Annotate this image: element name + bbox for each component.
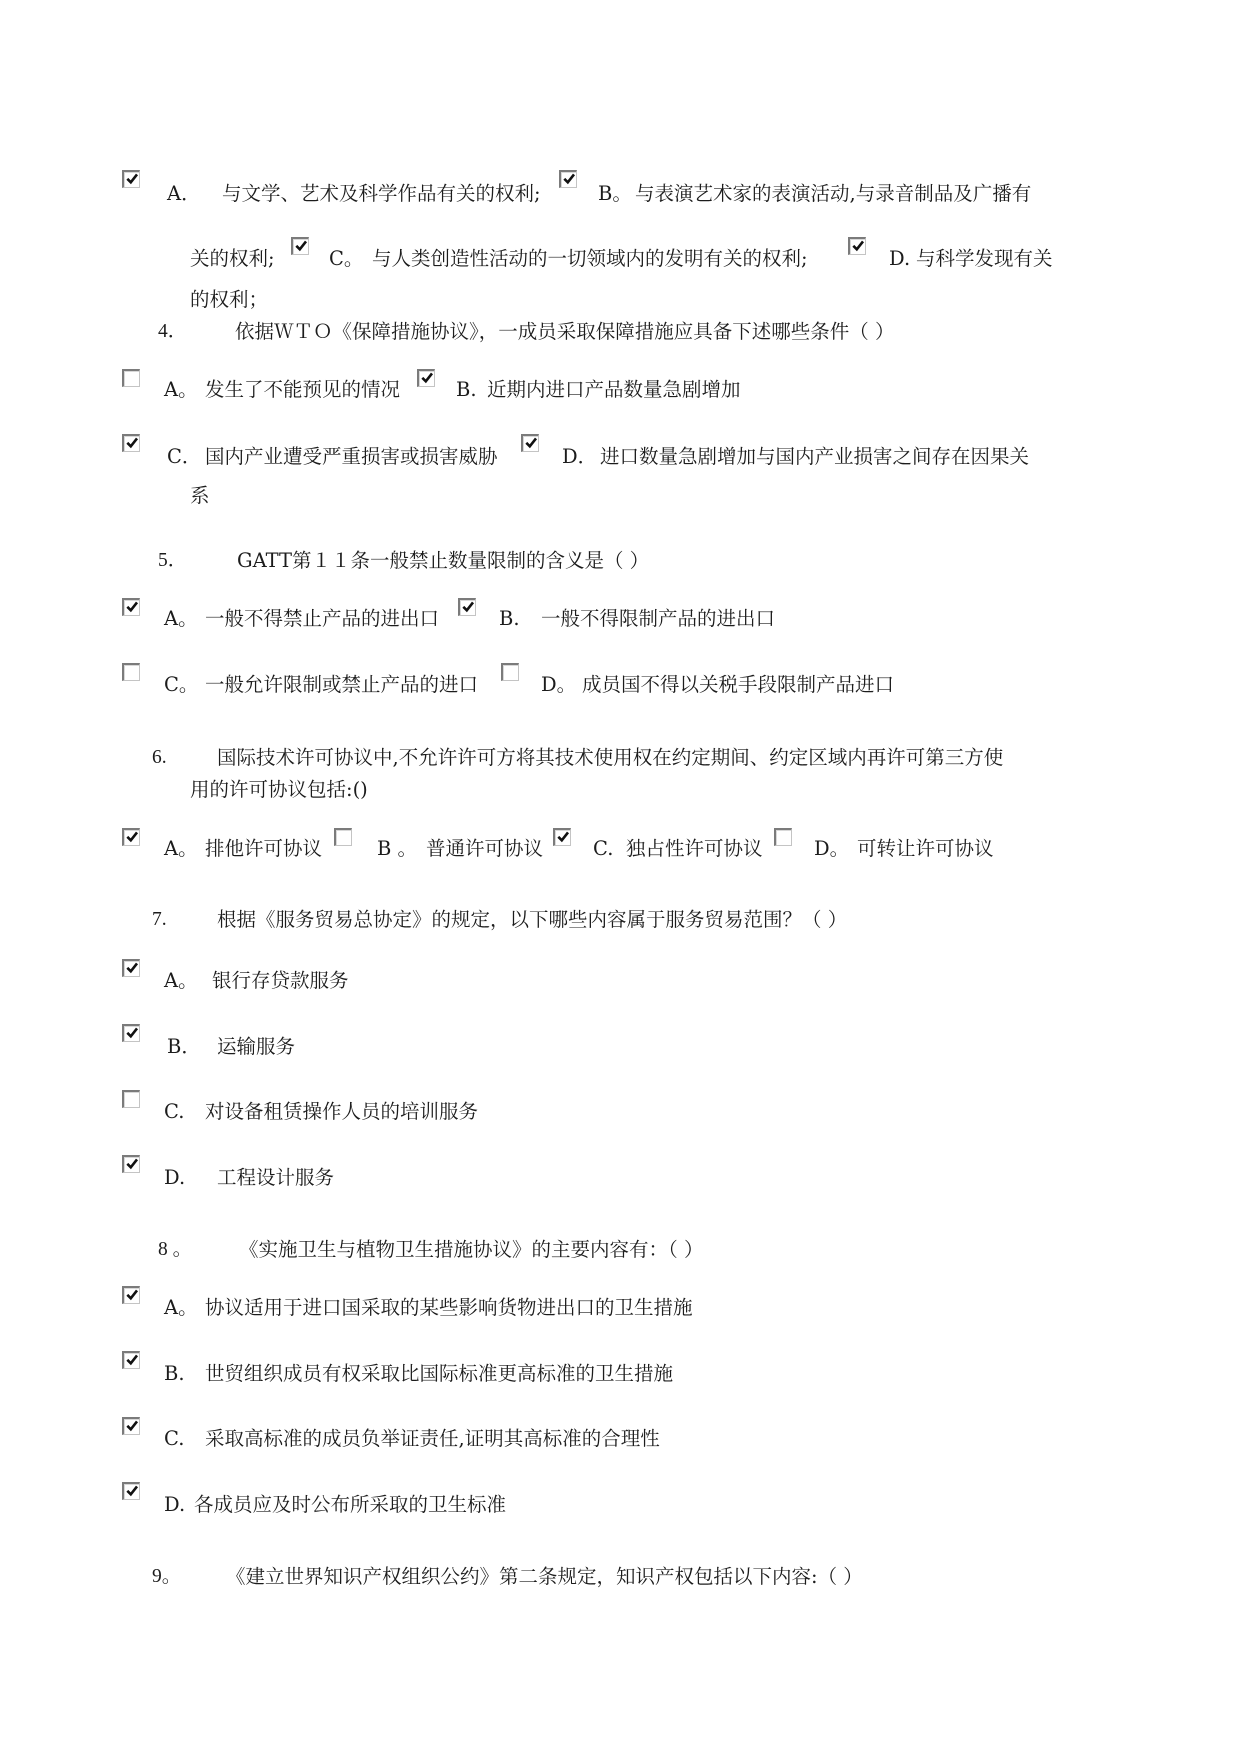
checkmark-icon xyxy=(125,1419,139,1433)
checkbox-q7-a[interactable] xyxy=(122,959,140,977)
question-number: 6. xyxy=(152,747,167,768)
question-text: 国际技术许可协议中,不允许许可方将其技术使用权在约定期间、约定区域内再许可第三方使 xyxy=(217,746,1004,769)
question-number: 4． xyxy=(158,321,188,342)
option-label: D. xyxy=(164,1493,186,1516)
checkbox-q6-d[interactable] xyxy=(774,828,792,846)
question-text: 《建立世界知识产权组织公约》第二条规定，知识产权包括以下内容:（ ） xyxy=(226,1565,863,1588)
checkmark-icon xyxy=(556,830,570,844)
checkbox-q8-a[interactable] xyxy=(122,1286,140,1304)
checkbox-partial-a[interactable] xyxy=(122,170,140,188)
checkbox-q7-b[interactable] xyxy=(122,1024,140,1042)
checkmark-icon xyxy=(420,371,434,385)
option-text: 与文学、艺术及科学作品有关的权利; xyxy=(222,182,541,205)
option-text: 近期内进口产品数量急剧增加 xyxy=(487,378,741,401)
option-text: 运输服务 xyxy=(217,1035,296,1058)
question-number: 9。 xyxy=(152,1566,182,1587)
option-text: 一般允许限制或禁止产品的进口 xyxy=(205,673,479,696)
option-label: C. xyxy=(164,1100,185,1123)
option-text: 银行存贷款服务 xyxy=(212,969,349,992)
checkbox-q6-a[interactable] xyxy=(122,828,140,846)
checkbox-partial-b[interactable] xyxy=(559,170,577,188)
option-text: 采取高标准的成员负举证责任,证明其高标准的合理性 xyxy=(205,1427,660,1450)
question-text: 《实施卫生与植物卫生措施协议》的主要内容有：（ ） xyxy=(239,1238,704,1261)
checkmark-icon xyxy=(125,1353,139,1367)
option-text: 与表演艺术家的表演活动,与录音制品及广播有 xyxy=(635,182,1032,205)
option-text: 世贸组织成员有权采取比国际标准更高标准的卫生措施 xyxy=(205,1362,674,1385)
option-text: 独占性许可协议 xyxy=(626,837,763,860)
checkbox-q5-b[interactable] xyxy=(458,598,476,616)
checkmark-icon xyxy=(125,1157,139,1171)
checkmark-icon xyxy=(125,830,139,844)
checkmark-icon xyxy=(125,1288,139,1302)
checkbox-q6-c[interactable] xyxy=(553,828,571,846)
option-label: C. xyxy=(593,837,614,860)
checkmark-icon xyxy=(125,436,139,450)
option-text: 一般不得禁止产品的进出口 xyxy=(205,607,440,630)
checkbox-q4-d[interactable] xyxy=(521,434,539,452)
checkmark-icon xyxy=(294,239,308,253)
option-label: D. xyxy=(164,1166,186,1189)
option-text-continuation: 关的权利; xyxy=(190,247,275,270)
option-label: C。 xyxy=(329,247,364,270)
option-label: D。 xyxy=(541,673,577,696)
option-text: 排他许可协议 xyxy=(205,837,323,860)
checkbox-q8-d[interactable] xyxy=(122,1482,140,1500)
option-label: A。 xyxy=(164,607,198,630)
checkbox-q5-a[interactable] xyxy=(122,598,140,616)
option-label: A。 xyxy=(164,837,198,860)
option-text: 普通许可协议 xyxy=(426,837,544,860)
checkbox-q7-c[interactable] xyxy=(122,1090,140,1108)
option-text: 与人类创造性活动的一切领域内的发明有关的权利; xyxy=(372,247,808,270)
checkmark-icon xyxy=(851,239,865,253)
checkmark-icon xyxy=(125,172,139,186)
option-label: D. xyxy=(889,247,911,270)
option-label: B. xyxy=(499,607,520,630)
option-label: C． xyxy=(167,445,202,468)
question-number: 7. xyxy=(152,909,167,930)
question-number: 8 。 xyxy=(158,1239,193,1260)
option-label: A。 xyxy=(164,1296,198,1319)
checkbox-q5-d[interactable] xyxy=(501,663,519,681)
option-text: 成员国不得以关税手段限制产品进口 xyxy=(582,673,895,696)
question-text: GATT第１１条一般禁止数量限制的含义是（ ） xyxy=(237,549,650,572)
option-text-continuation: 系 xyxy=(190,484,210,507)
checkbox-q8-c[interactable] xyxy=(122,1417,140,1435)
checkbox-q8-b[interactable] xyxy=(122,1351,140,1369)
checkbox-q4-b[interactable] xyxy=(417,369,435,387)
option-text: 可转让许可协议 xyxy=(857,837,994,860)
checkmark-icon xyxy=(125,600,139,614)
option-label: B 。 xyxy=(377,837,418,860)
checkbox-q5-c[interactable] xyxy=(122,663,140,681)
option-text: 对设备租赁操作人员的培训服务 xyxy=(205,1100,479,1123)
option-label: C. xyxy=(164,1427,185,1450)
question-number: 5． xyxy=(158,550,188,571)
question-text-continuation: 用的许可协议包括:() xyxy=(190,778,368,801)
option-label: B. xyxy=(164,1362,185,1385)
option-text: 进口数量急剧增加与国内产业损害之间存在因果关 xyxy=(600,445,1030,468)
checkbox-partial-d[interactable] xyxy=(848,237,866,255)
checkmark-icon xyxy=(125,961,139,975)
checkmark-icon xyxy=(125,1026,139,1040)
option-label: A。 xyxy=(164,378,198,401)
option-label: C。 xyxy=(164,673,199,696)
checkbox-q6-b[interactable] xyxy=(334,828,352,846)
checkbox-q4-c[interactable] xyxy=(122,434,140,452)
option-label: B。 xyxy=(598,182,632,205)
option-label: D． xyxy=(562,445,598,468)
option-text: 一般不得限制产品的进出口 xyxy=(541,607,776,630)
option-label: B. xyxy=(456,378,477,401)
option-text: 工程设计服务 xyxy=(217,1166,335,1189)
option-label: B． xyxy=(167,1035,201,1058)
option-text: 协议适用于进口国采取的某些影响货物进出口的卫生措施 xyxy=(205,1296,693,1319)
checkbox-partial-c[interactable] xyxy=(291,237,309,255)
option-label: D。 xyxy=(814,837,850,860)
checkmark-icon xyxy=(125,1484,139,1498)
checkmark-icon xyxy=(461,600,475,614)
checkbox-q4-a[interactable] xyxy=(122,369,140,387)
question-text: 根据《服务贸易总协定》的规定，以下哪些内容属于服务贸易范围？（ ） xyxy=(217,908,848,931)
option-text: 各成员应及时公布所采取的卫生标准 xyxy=(194,1493,507,1516)
option-label: A。 xyxy=(164,969,198,992)
question-text: 依据ＷＴＯ《保障措施协议》，一成员采取保障措施应具备下述哪些条件（ ） xyxy=(235,320,895,343)
option-text-continuation: 的权利； xyxy=(190,288,269,311)
checkmark-icon xyxy=(562,172,576,186)
checkmark-icon xyxy=(524,436,538,450)
option-label: A． xyxy=(167,182,201,205)
option-text: 与科学发现有关 xyxy=(916,247,1053,270)
option-text: 国内产业遭受严重损害或损害威胁 xyxy=(205,445,498,468)
checkbox-q7-d[interactable] xyxy=(122,1155,140,1173)
option-text: 发生了不能预见的情况 xyxy=(205,378,401,401)
